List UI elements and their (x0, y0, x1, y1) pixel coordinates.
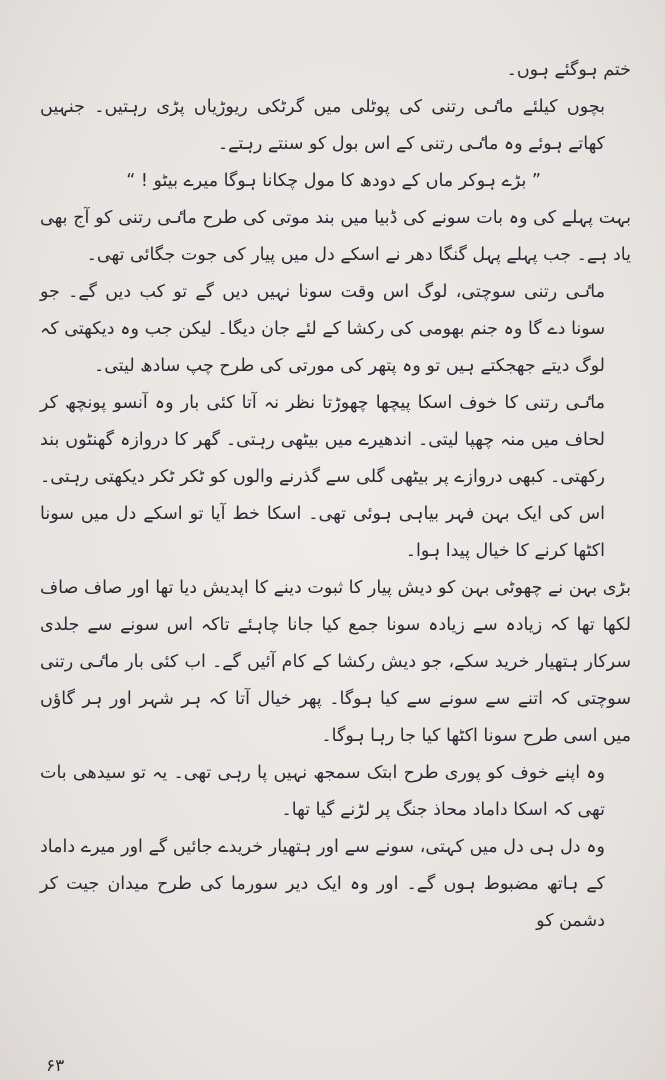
quote-line: ” بڑے ہوکر ماں کے دودھ کا مول چکانا ہوگا میرے بیٹو ! “ (126, 171, 541, 191)
paragraph-3: بہت پہلے کی وہ بات سونے کی ڈبیا میں بند موتی کی طرح ماٸی رتنی کو آج بھی یاد ہے۔ جب پہلے پہل گنگا دھر نے اسکے دل میں پیار کی جوت جگائی تھی۔ (40, 208, 631, 265)
paragraph-1: ختم ہوگئے ہوں۔ (506, 60, 631, 80)
page-number: ۶۳ (46, 1056, 65, 1076)
paragraph-5: ماٸی رتنی کا خوف اسکا پیچھا چھوڑتا نظر نہ آتا کئی بار وہ آنسو پونچھ کر لحاف میں منہ چھپا لیتی۔ اندھیرے میں بیٹھی رہتی۔ گھر کا دروازہ گھنٹوں بند رکھتی۔ کبھی دروازے پر بیٹھی گلی سے گذرنے والوں کو ٹکر ٹکر دیکھتی رہتی۔ اس کی ایک بہن فہر بیاہی ہوئی تھی۔ اسکا خط آیا تو اسکے دل میں سونا اکٹھا کرنے کا خیال پیدا ہوا۔ (40, 393, 605, 561)
paragraph-2: بچوں کیلئے ماٸی رتنی کی پوٹلی میں گرٹکی ریوڑیاں پڑی رہتیں۔ جنہیں کھاتے ہوئے وہ ماٸی رتنی کے اس بول کو سنتے رہتے۔ (40, 97, 605, 154)
paragraph-6: بڑی بہن نے چھوٹی بہن کو دیش پیار کا ثبوت دینے کا اپدیش دیا تھا اور صاف صاف لکھا تھا کہ زیادہ سے زیادہ سونا جمع کیا جانا چاہئے تاکہ اس سونے سے جلدی سرکار ہتھیار خرید سکے، جو دیش رکشا کے کام آئیں گے۔ اب کئی بار ماٸی رتنی سوچتی کہ اتنے سے سونے سے کیا ہوگا۔ پھر خیال آتا کہ ہر شہر اور ہر گاؤں میں اسی طرح سونا اکٹھا کیا جا رہا ہوگا۔ (40, 578, 631, 746)
paragraph-7: وہ اپنے خوف کو پوری طرح ابتک سمجھ نہیں پا رہی تھی۔ یہ تو سیدھی بات تھی کہ اسکا داماد محاذ جنگ پر لڑنے گیا تھا۔ (40, 763, 605, 820)
page-body (40, 52, 631, 940)
paragraph-4: ماٸی رتنی سوچتی، لوگ اس وقت سونا نہیں دیں گے تو کب دیں گے۔ جو سونا دے گا وہ جنم بھومی کی رکشا کے لئے جان دیگا۔ لیکن جب وہ دیکھتی کہ لوگ دیتے جھجکتے ہیں تو وہ پتھر کی مورتی کی طرح چپ سادھ لیتی۔ (40, 282, 605, 376)
paragraph-8: وہ دل ہی دل میں کہتی، سونے سے اور ہتھیار خریدے جائیں گے اور میرے داماد کے ہاتھ مضبوط ہوں گے۔ اور وہ ایک دیر سورما کی طرح میدان جیت کر دشمن کو (40, 837, 605, 931)
